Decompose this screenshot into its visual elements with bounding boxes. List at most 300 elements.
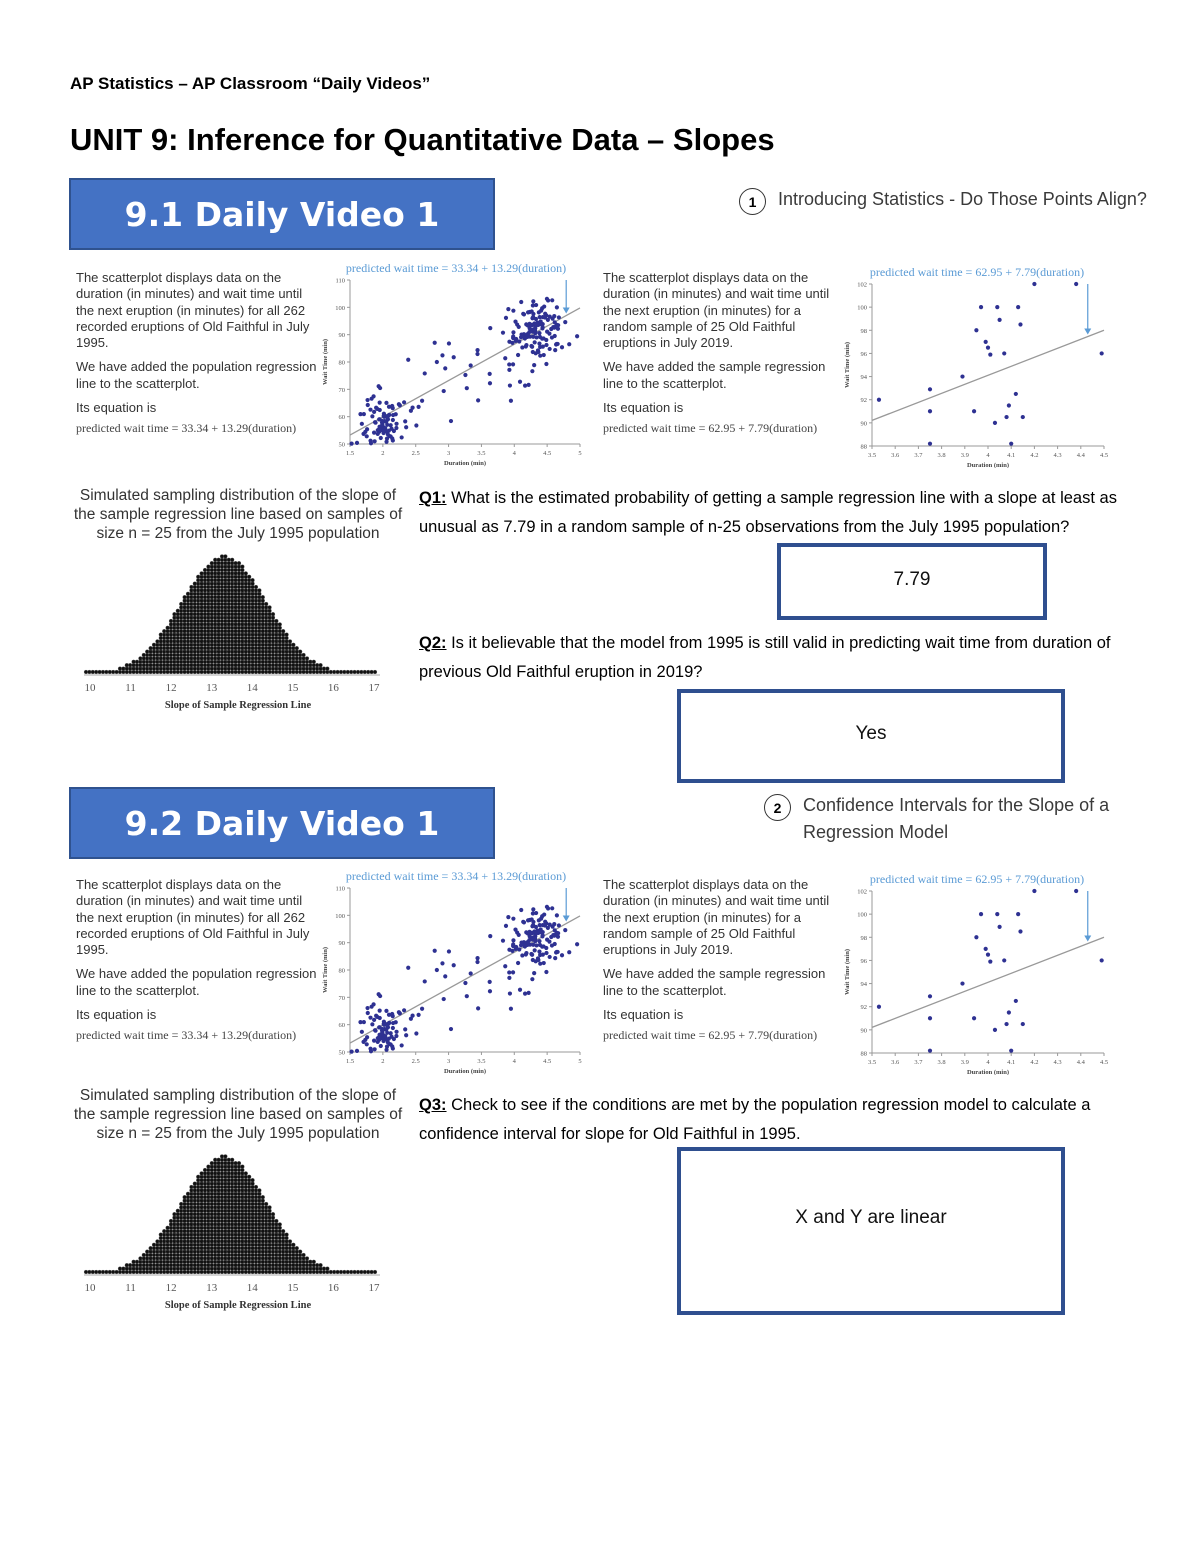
question-label: Q2:: [419, 634, 447, 652]
data-point: [397, 1010, 401, 1014]
arrow-head: [563, 916, 570, 922]
data-point: [538, 322, 542, 326]
data-point: [423, 371, 427, 375]
population-equation: predicted wait time = 33.34 + 13.29(duration): [76, 1028, 297, 1043]
data-point: [532, 363, 536, 367]
answer-text[interactable]: X and Y are linear: [795, 1207, 947, 1228]
x-tick-label: 4.5: [1099, 1059, 1109, 1066]
data-point: [547, 940, 551, 944]
description-text: The scatterplot displays data on the duration (in minutes) and wait time until the next eruption (in minutes) for all 262 recorded eruptions of Old Faithful in July 1995.: [76, 270, 310, 351]
x-tick-label: 16: [327, 682, 339, 694]
arrow-head: [563, 308, 570, 314]
x-tick-label: 3.5: [477, 1058, 486, 1065]
data-point: [390, 404, 394, 408]
data-point: [519, 332, 523, 336]
x-tick-label: 11: [125, 1282, 136, 1294]
data-point: [380, 419, 384, 423]
answer-text[interactable]: 7.79: [893, 569, 931, 590]
data-point: [877, 1005, 881, 1009]
y-tick-label: 60: [338, 414, 345, 422]
data-point: [508, 383, 512, 387]
sample-scatterplot: [840, 869, 1110, 1075]
data-point: [877, 398, 881, 402]
data-point: [538, 335, 542, 339]
question-q1: [419, 484, 1131, 541]
data-point: [360, 1030, 364, 1034]
data-point: [984, 947, 988, 951]
x-tick-label: 3: [446, 1058, 451, 1065]
dotplot-dot: [326, 667, 330, 671]
dotplot-dot: [312, 1260, 316, 1264]
data-point: [384, 1009, 388, 1013]
sample-scatterplot: [840, 262, 1110, 468]
data-point: [442, 997, 446, 1001]
data-point: [365, 1006, 369, 1010]
data-point: [1021, 415, 1025, 419]
dotplot-dot: [292, 1243, 296, 1247]
unit-title: UNIT 9: Inference for Quantitative Data – Slopes: [70, 122, 775, 157]
description-text: The scatterplot displays data on the duration (in minutes) and wait time until the next eruption (in minutes) for a random sample of 25 Old Faithful eruptions in July 2019.: [603, 270, 830, 351]
x-tick-label: 3.9: [960, 1059, 969, 1066]
data-point: [552, 922, 556, 926]
data-point: [552, 314, 556, 318]
data-point: [1009, 1049, 1013, 1053]
data-point: [974, 935, 978, 939]
description-text: Its equation is: [76, 400, 157, 416]
regression-line: [872, 937, 1104, 1027]
regression-line: [872, 330, 1104, 420]
y-tick-label: 96: [860, 350, 867, 358]
data-point: [533, 340, 537, 344]
x-tick-label: 2: [381, 450, 385, 457]
data-point: [349, 1050, 353, 1054]
y-tick-label: 70: [338, 386, 345, 394]
section-banner-9-1: 9.1 Daily Video 1: [69, 178, 495, 250]
data-point: [373, 1028, 377, 1032]
data-point: [960, 374, 964, 378]
data-point: [1007, 403, 1011, 407]
data-point: [1074, 889, 1078, 893]
data-point: [555, 932, 559, 936]
video-number-badge: 2: [764, 794, 791, 821]
data-point: [1004, 415, 1008, 419]
dotplot-dot: [312, 660, 316, 664]
data-point: [488, 326, 492, 330]
data-point: [379, 1044, 383, 1048]
x-tick-label: 4.2: [1030, 1059, 1039, 1066]
x-tick-label: 16: [327, 1282, 339, 1294]
y-tick-label: 94: [860, 374, 867, 382]
answer-box-q1[interactable]: [777, 543, 1047, 620]
x-tick-label: 4.5: [543, 450, 552, 457]
data-point: [544, 970, 548, 974]
section-banner-9-2: 9.2 Daily Video 1: [69, 787, 495, 859]
data-point: [1002, 351, 1006, 355]
y-tick-label: 70: [338, 994, 345, 1002]
description-text: The scatterplot displays data on the duration (in minutes) and wait time until the next eruption (in minutes) for a random sample of 25 Old Faithful eruptions in July 2019.: [603, 877, 830, 958]
data-point: [993, 421, 997, 425]
data-point: [362, 1020, 366, 1024]
data-point: [979, 305, 983, 309]
data-point: [400, 1043, 404, 1047]
arrow-head: [1084, 936, 1091, 942]
sample-description: [603, 270, 843, 437]
data-point: [506, 307, 510, 311]
population-scatterplot: [318, 258, 590, 468]
data-point: [376, 1040, 380, 1044]
data-point: [511, 309, 515, 313]
data-point: [527, 383, 531, 387]
data-point: [550, 298, 554, 302]
data-point: [443, 366, 447, 370]
data-point: [1009, 442, 1013, 446]
data-point: [518, 988, 522, 992]
data-point: [553, 956, 557, 960]
data-point: [1100, 351, 1104, 355]
dotplot-dot: [244, 572, 248, 576]
x-tick-label: 4.1: [1007, 452, 1016, 459]
data-point: [511, 970, 515, 974]
x-axis-label: Duration (min): [443, 1068, 487, 1075]
data-point: [532, 971, 536, 975]
dotplot-dot: [295, 1246, 299, 1250]
y-tick-label: 100: [335, 912, 345, 920]
data-point: [553, 334, 557, 338]
equation-label: predicted wait time = 62.95 + 7.79(duration): [869, 872, 1085, 886]
dotplot-dot: [292, 643, 296, 647]
dotplot-dot: [241, 1165, 245, 1169]
dotplot-dot: [224, 1155, 228, 1159]
dotplot-dot: [271, 612, 275, 616]
x-tick-label: 3.8: [937, 452, 946, 459]
data-point: [524, 322, 528, 326]
data-point: [384, 1028, 388, 1032]
data-point: [988, 352, 992, 356]
data-point: [541, 336, 545, 340]
data-point: [365, 398, 369, 402]
y-tick-label: 60: [338, 1022, 345, 1030]
data-point: [522, 920, 526, 924]
dotplot-dot: [285, 1233, 289, 1237]
data-point: [380, 423, 384, 427]
y-tick-label: 100: [857, 911, 867, 919]
x-tick-label: 11: [125, 682, 136, 694]
data-point: [406, 966, 410, 970]
answer-box-q3[interactable]: [677, 1147, 1065, 1315]
data-point: [511, 330, 515, 334]
equation-label: predicted wait time = 33.34 + 13.29(duration): [345, 869, 567, 883]
video-title[interactable]: Introducing Statistics - Do Those Points Align?: [778, 189, 1147, 209]
dotplot-dot: [326, 1267, 330, 1271]
data-point: [386, 1021, 390, 1025]
data-point: [537, 331, 541, 335]
y-tick-label: 110: [335, 885, 345, 893]
data-point: [370, 414, 374, 418]
data-point: [1007, 1010, 1011, 1014]
x-tick-label: 12: [165, 1282, 177, 1294]
data-point: [555, 324, 559, 328]
y-axis-label: Wait Time (min): [844, 342, 851, 388]
description-text: We have added the sample regression line to the scatterplot.: [603, 359, 826, 391]
dotplot-dot: [237, 561, 241, 565]
y-tick-label: 102: [857, 888, 867, 896]
dotplot-dot: [251, 578, 255, 582]
video-number-badge: 1: [739, 188, 766, 215]
dotplot-dot: [295, 646, 299, 650]
data-point: [542, 961, 546, 965]
data-point: [567, 342, 571, 346]
data-point: [533, 328, 537, 332]
x-tick-label: 5: [578, 450, 582, 457]
data-point: [501, 939, 505, 943]
dotplot-dot: [268, 1206, 272, 1210]
data-point: [366, 403, 370, 407]
data-point: [394, 1034, 398, 1038]
data-point: [447, 949, 451, 953]
data-point: [517, 339, 521, 343]
data-point: [993, 1028, 997, 1032]
dotplot-dot: [264, 1202, 268, 1206]
data-point: [372, 410, 376, 414]
data-point: [433, 341, 437, 345]
equation-label: predicted wait time = 33.34 + 13.29(duration): [345, 261, 567, 275]
x-tick-label: 4: [986, 452, 990, 459]
x-tick-label: 15: [287, 682, 299, 694]
data-point: [507, 362, 511, 366]
data-point: [440, 353, 444, 357]
data-point: [373, 439, 377, 443]
x-tick-label: 2: [381, 1058, 385, 1065]
data-point: [986, 346, 990, 350]
data-point: [531, 312, 535, 316]
data-point: [1100, 958, 1104, 962]
y-tick-label: 100: [857, 304, 867, 312]
data-point: [548, 955, 552, 959]
description-text: The scatterplot displays data on the duration (in minutes) and wait time until the next eruption (in minutes) for all 262 recorded eruptions of Old Faithful in July 1995.: [76, 877, 310, 958]
data-point: [389, 1042, 393, 1046]
dotplot-dot: [373, 670, 377, 674]
question-label: Q3:: [419, 1096, 447, 1114]
data-point: [391, 1021, 395, 1025]
x-tick-label: 14: [246, 1282, 258, 1294]
y-tick-label: 110: [335, 277, 345, 285]
data-point: [538, 943, 542, 947]
dotplot-dot: [224, 555, 228, 559]
x-tick-label: 3.5: [477, 450, 486, 457]
x-tick-label: 2.5: [411, 450, 420, 457]
data-point: [553, 942, 557, 946]
answer-text[interactable]: Yes: [855, 723, 887, 744]
data-point: [507, 976, 511, 980]
data-point: [368, 1016, 372, 1020]
data-point: [519, 940, 523, 944]
y-tick-label: 90: [338, 332, 345, 340]
dotplot-dot: [278, 1223, 282, 1227]
data-point: [557, 923, 561, 927]
data-point: [523, 944, 527, 948]
dotplot-dot: [241, 565, 245, 569]
data-point: [549, 327, 553, 331]
equation-label: predicted wait time = 62.95 + 7.79(duration): [869, 265, 1085, 279]
description-text: We have added the population regression line to the scatterplot.: [76, 966, 317, 998]
data-point: [378, 401, 382, 405]
data-point: [575, 334, 579, 338]
population-description: [76, 270, 321, 437]
dotplot-dot: [268, 606, 272, 610]
dotplot-dot: [254, 585, 258, 589]
data-point: [384, 401, 388, 405]
data-point: [928, 994, 932, 998]
x-tick-label: 3.6: [891, 452, 900, 459]
data-point: [363, 430, 367, 434]
data-point: [366, 1011, 370, 1015]
data-point: [391, 413, 395, 417]
data-point: [380, 1027, 384, 1031]
data-point: [1074, 282, 1078, 286]
data-point: [520, 953, 524, 957]
data-point: [374, 1014, 378, 1018]
data-point: [556, 342, 560, 346]
data-point: [442, 389, 446, 393]
data-point: [1032, 889, 1036, 893]
x-axis-label: Slope of Sample Regression Line: [164, 1300, 312, 1311]
x-tick-label: 13: [206, 1282, 218, 1294]
arrow-head: [1084, 329, 1091, 335]
data-point: [1014, 999, 1018, 1003]
data-point: [475, 352, 479, 356]
data-point: [363, 1038, 367, 1042]
data-point: [380, 1031, 384, 1035]
data-point: [557, 315, 561, 319]
data-point: [974, 328, 978, 332]
y-tick-label: 88: [860, 443, 867, 451]
data-point: [433, 949, 437, 953]
data-point: [526, 918, 530, 922]
data-point: [475, 960, 479, 964]
data-point: [555, 305, 559, 309]
x-tick-label: 3.8: [937, 1059, 946, 1066]
dotplot-dot: [298, 650, 302, 654]
y-tick-label: 88: [860, 1050, 867, 1058]
data-point: [1016, 912, 1020, 916]
data-point: [548, 314, 552, 318]
data-point: [540, 306, 544, 310]
data-point: [414, 423, 418, 427]
data-point: [567, 950, 571, 954]
data-point: [404, 425, 408, 429]
data-point: [541, 944, 545, 948]
data-point: [394, 426, 398, 430]
data-point: [389, 434, 393, 438]
data-point: [384, 440, 388, 444]
data-point: [376, 432, 380, 436]
dotplot-dot: [305, 657, 309, 661]
data-point: [372, 431, 376, 435]
x-tick-label: 4.2: [1030, 452, 1039, 459]
data-point: [545, 905, 549, 909]
dotplot-dot: [281, 629, 285, 633]
data-point: [995, 912, 999, 916]
data-point: [515, 930, 519, 934]
data-point: [548, 922, 552, 926]
data-point: [368, 1047, 372, 1051]
x-tick-label: 1.5: [345, 1058, 355, 1065]
data-point: [960, 981, 964, 985]
data-point: [420, 1007, 424, 1011]
data-point: [506, 915, 510, 919]
data-point: [509, 399, 513, 403]
dotplot-dot: [254, 1185, 258, 1189]
data-point: [520, 345, 524, 349]
dotplot-dot: [305, 1257, 309, 1261]
y-tick-label: 100: [335, 304, 345, 312]
data-point: [504, 316, 508, 320]
data-point: [504, 924, 508, 928]
x-tick-label: 4.4: [1076, 1059, 1085, 1066]
sampling-distribution-dotplot: [78, 546, 388, 714]
data-point: [414, 1031, 418, 1035]
data-point: [549, 935, 553, 939]
data-point: [534, 351, 538, 355]
data-point: [531, 911, 535, 915]
data-point: [378, 1016, 382, 1020]
data-point: [435, 360, 439, 364]
y-tick-label: 80: [338, 967, 345, 975]
answer-box-q2[interactable]: [677, 689, 1065, 783]
simulation-title: Simulated sampling distribution of the slope of the sample regression line based on samples of size n = 25 from the July 1995 population: [73, 1087, 403, 1142]
data-point: [544, 951, 548, 955]
data-point: [362, 412, 366, 416]
y-axis-label: Wait Time (min): [322, 947, 329, 993]
data-point: [508, 991, 512, 995]
data-point: [463, 373, 467, 377]
dotplot-dot: [251, 1178, 255, 1182]
data-point: [372, 1039, 376, 1043]
y-tick-label: 102: [857, 281, 867, 289]
data-point: [972, 1016, 976, 1020]
data-point: [533, 936, 537, 940]
data-point: [374, 406, 378, 410]
data-point: [543, 923, 547, 927]
data-point: [537, 918, 541, 922]
data-point: [563, 320, 567, 324]
data-point: [372, 1018, 376, 1022]
y-axis-label: Wait Time (min): [844, 949, 851, 995]
data-point: [928, 387, 932, 391]
data-point: [387, 1037, 391, 1041]
data-point: [534, 959, 538, 963]
x-tick-label: 12: [165, 682, 177, 694]
x-tick-label: 3.5: [867, 452, 877, 459]
data-point: [530, 369, 534, 373]
data-point: [547, 332, 551, 336]
data-point: [519, 908, 523, 912]
data-point: [538, 315, 542, 319]
dotplot-dot: [264, 602, 268, 606]
data-point: [531, 299, 535, 303]
dotplot-dot: [298, 1250, 302, 1254]
data-point: [560, 345, 564, 349]
simulation-title: Simulated sampling distribution of the slope of the sample regression line based on samples of size n = 25 from the July 1995 population: [73, 487, 403, 542]
data-point: [386, 413, 390, 417]
data-point: [1014, 392, 1018, 396]
data-point: [394, 1030, 398, 1034]
dotplot-dot: [244, 1172, 248, 1176]
y-tick-label: 90: [860, 1027, 867, 1035]
video-title[interactable]: Confidence Intervals for the Slope of a Regression Model: [803, 795, 1110, 842]
data-point: [531, 920, 535, 924]
data-point: [523, 384, 527, 388]
